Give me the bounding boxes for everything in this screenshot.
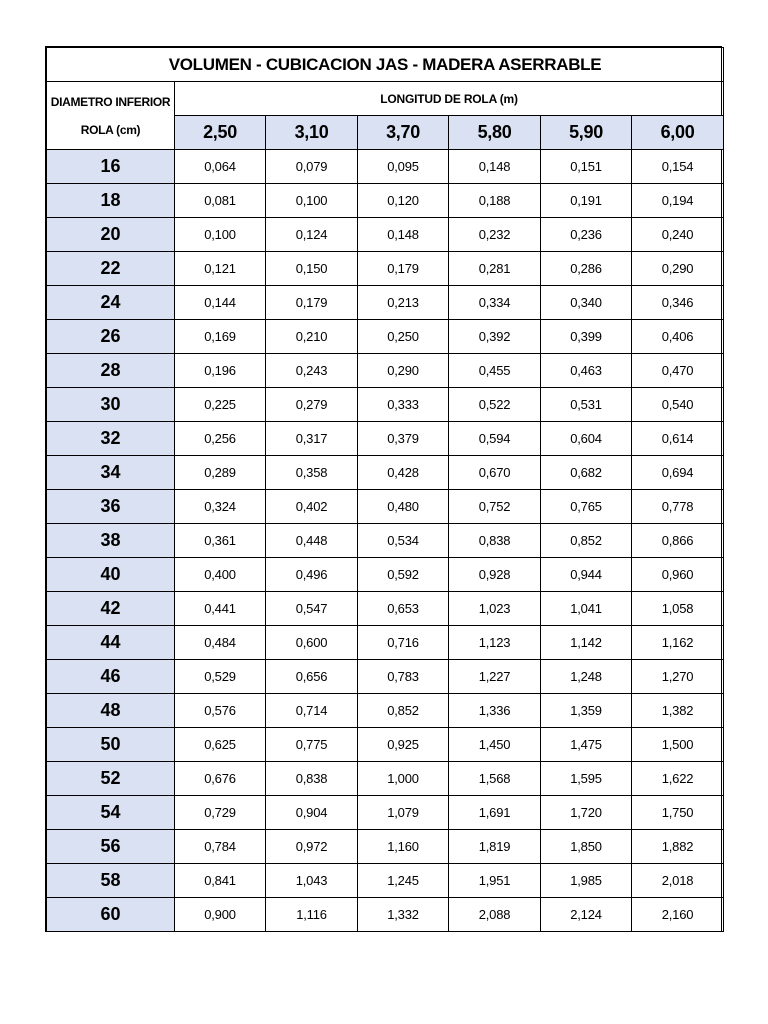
table-row [47, 830, 724, 864]
volume-cell: 1,336 [449, 694, 541, 728]
diameter-cell: 42 [47, 592, 175, 626]
volume-cell: 0,765 [541, 490, 632, 524]
diameter-header-line1: DIAMETRO INFERIOR [50, 94, 171, 109]
volume-cell: 1,123 [449, 626, 541, 660]
volume-cell: 1,160 [358, 830, 449, 864]
volume-cell: 0,496 [266, 558, 358, 592]
table-row [47, 150, 724, 184]
volume-cell: 0,179 [266, 286, 358, 320]
length-header-cell: 3,10 [266, 116, 358, 150]
volume-cell: 0,676 [175, 762, 266, 796]
table-row [47, 218, 724, 252]
length-header-cell: 3,70 [358, 116, 449, 150]
table-row [47, 864, 724, 898]
volume-cell: 0,333 [358, 388, 449, 422]
volume-cell: 1,058 [632, 592, 724, 626]
volume-cell: 0,236 [541, 218, 632, 252]
volume-cell: 0,455 [449, 354, 541, 388]
volume-cell: 0,191 [541, 184, 632, 218]
volume-cell: 0,210 [266, 320, 358, 354]
volume-cell: 0,148 [358, 218, 449, 252]
volume-cell: 0,406 [632, 320, 724, 354]
volume-cell: 0,694 [632, 456, 724, 490]
volume-cell: 0,484 [175, 626, 266, 660]
volume-cell: 0,121 [175, 252, 266, 286]
volume-cell: 0,150 [266, 252, 358, 286]
table-row [47, 626, 724, 660]
diameter-cell: 26 [47, 320, 175, 354]
diameter-cell: 44 [47, 626, 175, 660]
volume-cell: 1,227 [449, 660, 541, 694]
volume-cell: 0,594 [449, 422, 541, 456]
volume-cell: 0,169 [175, 320, 266, 354]
volume-cell: 0,079 [266, 150, 358, 184]
table-row [47, 728, 724, 762]
table-row [47, 898, 724, 932]
volume-cell: 1,382 [632, 694, 724, 728]
length-header-cell: 2,50 [175, 116, 266, 150]
volume-cell: 0,928 [449, 558, 541, 592]
diameter-header-line2: ROLA (cm) [80, 122, 141, 137]
volume-cell: 0,400 [175, 558, 266, 592]
diameter-cell: 40 [47, 558, 175, 592]
volume-cell: 0,340 [541, 286, 632, 320]
table-row [47, 252, 724, 286]
volume-cell: 0,625 [175, 728, 266, 762]
length-header-cell: 5,90 [541, 116, 632, 150]
diameter-cell: 18 [47, 184, 175, 218]
volume-cell: 0,324 [175, 490, 266, 524]
volume-cell: 1,595 [541, 762, 632, 796]
volume-cell: 0,179 [358, 252, 449, 286]
diameter-cell: 46 [47, 660, 175, 694]
diameter-cell: 24 [47, 286, 175, 320]
volume-cell: 0,714 [266, 694, 358, 728]
volume-cell: 1,691 [449, 796, 541, 830]
diameter-cell: 28 [47, 354, 175, 388]
volume-cell: 1,850 [541, 830, 632, 864]
volume-cell: 0,852 [358, 694, 449, 728]
volume-cell: 0,346 [632, 286, 724, 320]
volume-cell: 1,720 [541, 796, 632, 830]
volume-cell: 0,064 [175, 150, 266, 184]
volume-cell: 0,866 [632, 524, 724, 558]
volume-cell: 1,951 [449, 864, 541, 898]
volume-cell: 0,100 [175, 218, 266, 252]
table-row [47, 354, 724, 388]
volume-cell: 1,450 [449, 728, 541, 762]
table-row [47, 558, 724, 592]
volume-cell: 0,256 [175, 422, 266, 456]
volume-cell: 0,653 [358, 592, 449, 626]
table-row [47, 592, 724, 626]
volume-cell: 1,162 [632, 626, 724, 660]
volume-cell: 0,972 [266, 830, 358, 864]
volume-cell: 0,441 [175, 592, 266, 626]
volume-cell: 1,819 [449, 830, 541, 864]
length-group-header: LONGITUD DE ROLA (m) [175, 82, 724, 116]
volume-cell: 1,000 [358, 762, 449, 796]
table-row [47, 694, 724, 728]
volume-cell: 2,088 [449, 898, 541, 932]
volume-cell: 0,656 [266, 660, 358, 694]
diameter-cell: 36 [47, 490, 175, 524]
volume-cell: 0,480 [358, 490, 449, 524]
table-row [47, 524, 724, 558]
volume-cell: 0,670 [449, 456, 541, 490]
volume-cell: 0,534 [358, 524, 449, 558]
volume-cell: 1,079 [358, 796, 449, 830]
volume-cell: 0,402 [266, 490, 358, 524]
volume-cell: 1,622 [632, 762, 724, 796]
volume-cell: 0,240 [632, 218, 724, 252]
length-header-cell: 6,00 [632, 116, 724, 150]
diameter-cell: 22 [47, 252, 175, 286]
table-row [47, 422, 724, 456]
diameter-cell: 60 [47, 898, 175, 932]
volume-cell: 0,188 [449, 184, 541, 218]
diameter-cell: 58 [47, 864, 175, 898]
volume-cell: 0,290 [358, 354, 449, 388]
volume-table [46, 47, 724, 932]
volume-cell: 0,900 [175, 898, 266, 932]
volume-cell: 1,568 [449, 762, 541, 796]
volume-cell: 1,043 [266, 864, 358, 898]
volume-cell: 0,286 [541, 252, 632, 286]
volume-cell: 1,500 [632, 728, 724, 762]
diameter-cell: 30 [47, 388, 175, 422]
table-row [47, 320, 724, 354]
diameter-cell: 54 [47, 796, 175, 830]
volume-cell: 0,529 [175, 660, 266, 694]
volume-cell: 0,100 [266, 184, 358, 218]
volume-cell: 0,600 [266, 626, 358, 660]
volume-cell: 0,250 [358, 320, 449, 354]
volume-cell: 2,124 [541, 898, 632, 932]
diameter-cell: 48 [47, 694, 175, 728]
volume-cell: 1,023 [449, 592, 541, 626]
volume-cell: 0,604 [541, 422, 632, 456]
table-title: VOLUMEN - CUBICACION JAS - MADERA ASERRABLE [47, 48, 724, 82]
volume-cell: 0,281 [449, 252, 541, 286]
volume-cell: 0,144 [175, 286, 266, 320]
volume-cell: 0,540 [632, 388, 724, 422]
volume-cell: 1,750 [632, 796, 724, 830]
volume-cell: 0,379 [358, 422, 449, 456]
volume-cell: 0,904 [266, 796, 358, 830]
volume-cell: 0,716 [358, 626, 449, 660]
table-row [47, 796, 724, 830]
table-row [47, 388, 724, 422]
volume-cell: 2,018 [632, 864, 724, 898]
volume-cell: 0,522 [449, 388, 541, 422]
volume-cell: 1,332 [358, 898, 449, 932]
volume-cell: 0,120 [358, 184, 449, 218]
table-row [47, 762, 724, 796]
diameter-cell: 52 [47, 762, 175, 796]
volume-cell: 0,783 [358, 660, 449, 694]
volume-cell: 1,041 [541, 592, 632, 626]
volume-cell: 0,095 [358, 150, 449, 184]
volume-cell: 0,960 [632, 558, 724, 592]
volume-cell: 0,081 [175, 184, 266, 218]
volume-cell: 0,778 [632, 490, 724, 524]
table-row [47, 184, 724, 218]
volume-cell: 0,361 [175, 524, 266, 558]
volume-cell: 0,682 [541, 456, 632, 490]
volume-cell: 0,243 [266, 354, 358, 388]
volume-cell: 0,225 [175, 388, 266, 422]
volume-cell: 1,142 [541, 626, 632, 660]
diameter-cell: 16 [47, 150, 175, 184]
table-row [47, 456, 724, 490]
volume-cell: 1,985 [541, 864, 632, 898]
volume-cell: 0,392 [449, 320, 541, 354]
volume-cell: 0,448 [266, 524, 358, 558]
diameter-cell: 34 [47, 456, 175, 490]
volume-cell: 0,784 [175, 830, 266, 864]
diameter-cell: 20 [47, 218, 175, 252]
volume-cell: 0,944 [541, 558, 632, 592]
volume-cell: 0,775 [266, 728, 358, 762]
volume-cell: 0,317 [266, 422, 358, 456]
volume-cell: 0,399 [541, 320, 632, 354]
table-row [47, 660, 724, 694]
diameter-header [47, 82, 175, 150]
volume-cell: 0,838 [449, 524, 541, 558]
table-row [47, 286, 724, 320]
volume-cell: 1,248 [541, 660, 632, 694]
volume-cell: 0,290 [632, 252, 724, 286]
volume-cell: 0,576 [175, 694, 266, 728]
volume-cell: 0,148 [449, 150, 541, 184]
diameter-cell: 38 [47, 524, 175, 558]
volume-cell: 0,592 [358, 558, 449, 592]
volume-cell: 0,838 [266, 762, 358, 796]
volume-cell: 1,270 [632, 660, 724, 694]
volume-cell: 0,614 [632, 422, 724, 456]
volume-cell: 0,463 [541, 354, 632, 388]
volume-cell: 0,196 [175, 354, 266, 388]
diameter-cell: 32 [47, 422, 175, 456]
volume-cell: 0,729 [175, 796, 266, 830]
length-header-cell: 5,80 [449, 116, 541, 150]
volume-cell: 0,194 [632, 184, 724, 218]
diameter-cell: 50 [47, 728, 175, 762]
volume-cell: 0,124 [266, 218, 358, 252]
volume-cell: 0,289 [175, 456, 266, 490]
volume-cell: 0,151 [541, 150, 632, 184]
volume-cell: 1,116 [266, 898, 358, 932]
diameter-cell: 56 [47, 830, 175, 864]
volume-cell: 0,752 [449, 490, 541, 524]
volume-cell: 0,852 [541, 524, 632, 558]
table-row [47, 490, 724, 524]
volume-cell: 0,279 [266, 388, 358, 422]
volume-cell: 0,358 [266, 456, 358, 490]
volume-cell: 1,882 [632, 830, 724, 864]
volume-cell: 0,213 [358, 286, 449, 320]
volume-cell: 0,232 [449, 218, 541, 252]
volume-cell: 0,428 [358, 456, 449, 490]
volume-cell: 1,475 [541, 728, 632, 762]
volume-cell: 0,925 [358, 728, 449, 762]
volume-cell: 0,547 [266, 592, 358, 626]
volume-cell: 1,359 [541, 694, 632, 728]
volume-cell: 0,531 [541, 388, 632, 422]
volume-cell: 0,841 [175, 864, 266, 898]
volume-table-sheet [45, 46, 722, 932]
volume-cell: 0,334 [449, 286, 541, 320]
volume-cell: 2,160 [632, 898, 724, 932]
volume-cell: 0,470 [632, 354, 724, 388]
volume-cell: 0,154 [632, 150, 724, 184]
volume-cell: 1,245 [358, 864, 449, 898]
